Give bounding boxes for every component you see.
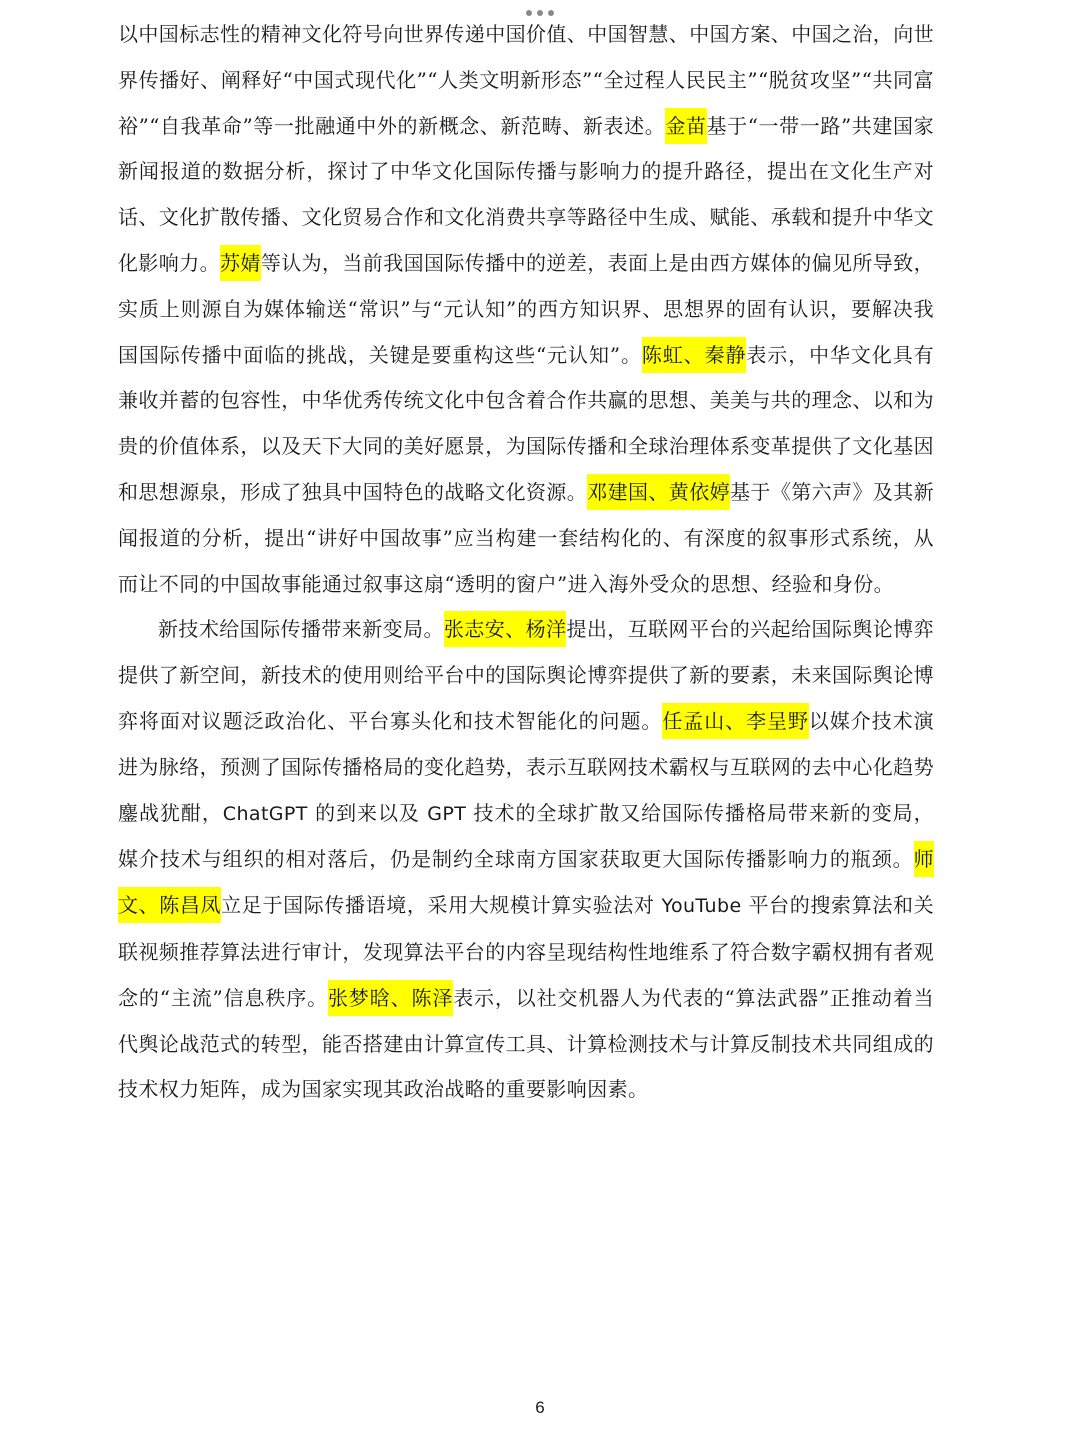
highlighted-author: 张志安、杨洋 (444, 611, 567, 647)
text-run: 的到来以及 (307, 800, 428, 825)
text-run: 基于“一带一路”共建国家新闻报道的数据分析，探讨了中华文化国际传播与影响力的提升路径，提出在文化生产对话、文化扩散传播、文化贸易合作和文化消费共享等路径中生成、赋能、承载和提升中华文化影响力。 (118, 113, 934, 275)
document-page (118, 12, 934, 1113)
highlighted-author: 陈虹、秦静 (642, 337, 747, 373)
highlighted-author: 邓建国、黄依婷 (587, 474, 730, 510)
highlighted-author: 师文、陈昌凤 (118, 841, 934, 923)
latin-term: GPT (427, 802, 467, 825)
text-run: 以媒介技术演进为脉络，预测了国际传播格局的变化趋势，表示互联网技术霸权与互联网的去中心化趋势鏖战犹酣， (118, 708, 934, 825)
text-run: 新技术给国际传播带来新变局。 (158, 617, 444, 642)
text-run: 表示，中华文化具有兼收并蓄的包容性，中华优秀传统文化中包含着合作共赢的思想、美美与共的理念、以和为贵的价值体系，以及天下大同的美好愿景，为国际传播和全球治理体系变革提供了文化基因和思想源泉，形成了独具中国特色的战略文化资源。 (118, 342, 934, 504)
latin-term: YouTube (661, 895, 742, 918)
highlighted-author: 金苗 (665, 108, 706, 144)
paragraph-1 (118, 12, 934, 607)
text-run: 立足于国际传播语境，采用大规模计算实验法对 (221, 893, 662, 918)
paragraph-2 (118, 607, 934, 1113)
text-run: 等认为，当前我国国际传播中的逆差，表面上是由西方媒体的偏见所导致，实质上则源自为媒体输送“常识”与“元认知”的西方知识界、思想界的固有认识，要解决我国国际传播中面临的挑战，关键是要重构这些“元认知”。 (118, 250, 935, 367)
text-run: 提出，互联网平台的兴起给国际舆论博弈提供了新空间，新技术的使用则给平台中的国际舆论博弈提供了新的要素，未来国际舆论博弈将面对议题泛政治化、平台寡头化和技术智能化的问题。 (118, 617, 934, 733)
text-run: 平台的搜索算法和关联视频推荐算法进行审计，发现算法平台的内容呈现结构性地维系了符合数字霸权拥有者观念的“主流”信息秩序。 (118, 893, 934, 1010)
highlighted-author: 苏婧 (220, 245, 261, 281)
text-run: 基于《第六声》及其新闻报道的分析，提出“讲好中国故事”应当构建一套结构化的、有深度的叙事形式系统，从而让不同的中国故事能通过叙事这扇“透明的窗户”进入海外受众的思想、经验和身份。 (118, 479, 935, 596)
latin-term: ChatGPT (222, 802, 308, 825)
page-number: 6 (535, 1398, 545, 1417)
text-run: 表示，以社交机器人为代表的“算法武器”正推动着当代舆论战范式的转型，能否搭建由计算宣传工具、计算检测技术与计算反制技术共同组成的技术权力矩阵，成为国家实现其政治战略的重要影响因素。 (118, 985, 934, 1102)
text-run: 技术的全球扩散又给国际传播格局带来新的变局，媒介技术与组织的相对落后，仍是制约全球南方国家获取更大国际传播影响力的瓶颈。 (118, 800, 935, 872)
text-run: 以中国标志性的精神文化符号向世界传递中国价值、中国智慧、中国方案、中国之治，向世界传播好、阐释好“中国式现代化”“人类文明新形态”“全过程人民民主”“脱贫攻坚”“共同富裕”“自我革命”等一批融通中外的新概念、新范畴、新表述。 (118, 22, 934, 138)
highlighted-author: 张梦晗、陈泽 (328, 980, 453, 1016)
highlighted-author: 任孟山、李呈野 (662, 703, 809, 739)
